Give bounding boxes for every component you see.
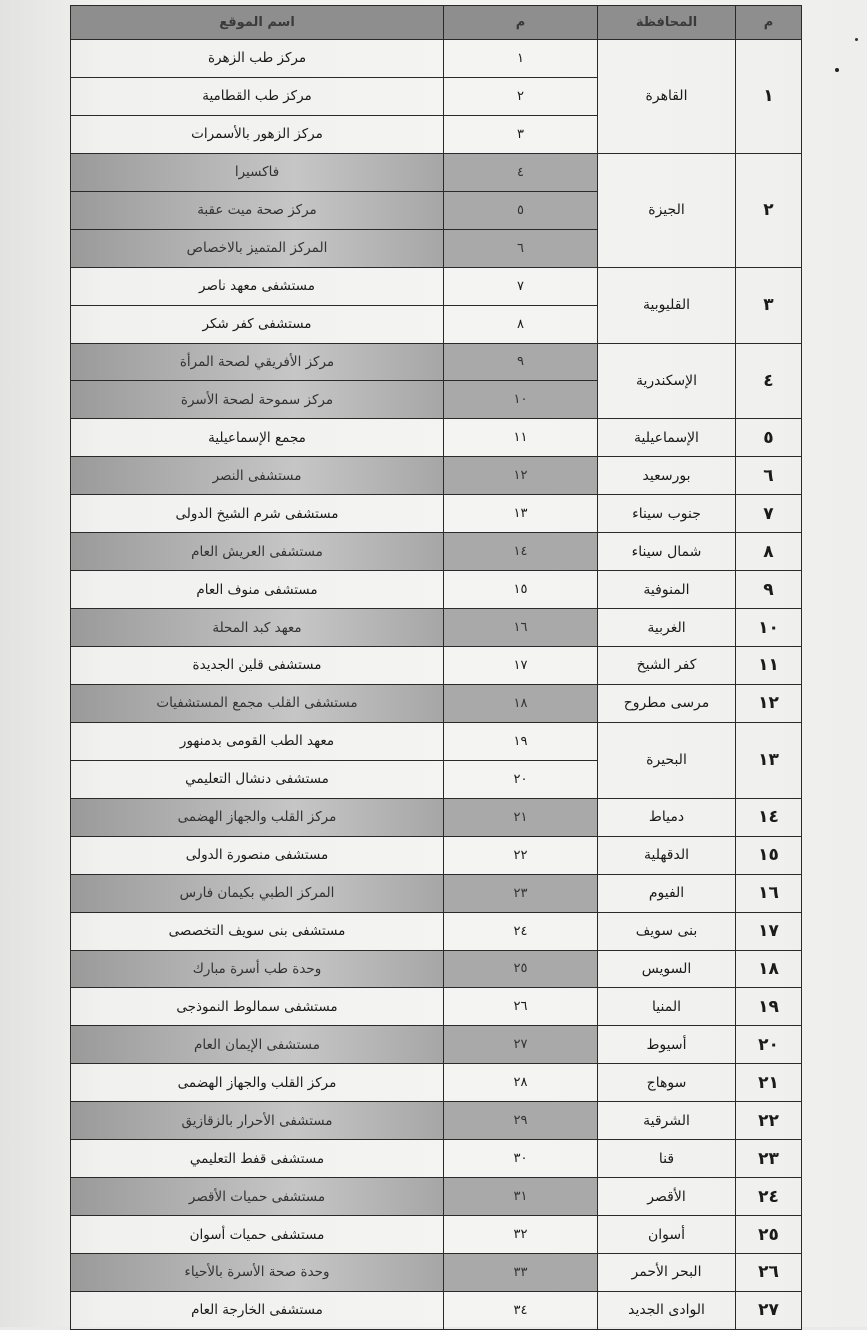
governorate-name: جنوب سيناء [598,495,736,533]
site-name: مستشفى الإيمان العام [71,1026,444,1064]
site-number: ١٨ [444,684,598,722]
site-name: مستشفى دنشال التعليمي [71,760,444,798]
site-number: ١٢ [444,457,598,495]
site-number: ٥ [444,191,598,229]
table-row [71,495,802,533]
governorate-name: قنا [598,1140,736,1178]
site-number: ١٧ [444,647,598,685]
governorate-number: ٤ [736,343,802,419]
site-number: ٢٨ [444,1064,598,1102]
site-name: مركز الأفريقي لصحة المرأة [71,343,444,381]
governorate-name: الإسماعيلية [598,419,736,457]
governorate-name: البحيرة [598,722,736,798]
site-name: مستشفى حميات أسوان [71,1216,444,1254]
table-row [71,533,802,571]
table-row [71,798,802,836]
governorate-number: ٢٠ [736,1026,802,1064]
site-number: ١٤ [444,533,598,571]
site-name: وحدة صحة الأسرة بالأحياء [71,1254,444,1292]
governorate-number: ١٩ [736,988,802,1026]
governorate-number: ٢٥ [736,1216,802,1254]
governorate-name: بورسعيد [598,457,736,495]
site-name: مستشفى الأحرار بالزقازيق [71,1102,444,1140]
site-number: ١١ [444,419,598,457]
site-name: مركز صحة ميت عقبة [71,191,444,229]
table-row [71,267,802,305]
governorate-name: دمياط [598,798,736,836]
site-name: مستشفى النصر [71,457,444,495]
table-row [71,1064,802,1102]
governorate-name: المنيا [598,988,736,1026]
governorate-number: ٥ [736,419,802,457]
site-number: ٨ [444,305,598,343]
governorate-number: ٩ [736,571,802,609]
table-body [71,40,802,1330]
site-name: مركز الزهور بالأسمرات [71,115,444,153]
site-number: ٢٣ [444,874,598,912]
site-number: ٢ [444,77,598,115]
site-number: ٢٧ [444,1026,598,1064]
site-name: مستشفى العريش العام [71,533,444,571]
site-number: ١٩ [444,722,598,760]
governorate-name: الإسكندرية [598,343,736,419]
site-number: ٩ [444,343,598,381]
table-row [71,153,802,191]
table-row [71,1140,802,1178]
governorate-number: ٢ [736,153,802,267]
table-row [71,1026,802,1064]
table-row [71,1291,802,1329]
governorate-number: ١٧ [736,912,802,950]
governorate-name: الأقصر [598,1178,736,1216]
table-row [71,950,802,988]
governorate-name: كفر الشيخ [598,647,736,685]
governorate-number: ٢٣ [736,1140,802,1178]
governorate-number: ١٨ [736,950,802,988]
table-row [71,1254,802,1292]
table-row [71,988,802,1026]
governorate-number: ١٠ [736,609,802,647]
governorate-name: بنى سويف [598,912,736,950]
governorate-number: ٣ [736,267,802,343]
site-name: مستشفى كفر شكر [71,305,444,343]
governorate-number: ١٥ [736,836,802,874]
table-row [71,1216,802,1254]
table-row [71,343,802,381]
site-number: ٣١ [444,1178,598,1216]
site-name: المركز الطبي بكيمان فارس [71,874,444,912]
table-row [71,836,802,874]
site-number: ٦ [444,229,598,267]
header-site-num: م [444,6,598,40]
governorate-number: ١٦ [736,874,802,912]
governorate-name: السويس [598,950,736,988]
site-number: ٤ [444,153,598,191]
ink-dot [855,38,858,41]
table-row [71,1102,802,1140]
governorate-number: ٢٦ [736,1254,802,1292]
governorate-number: ٢٤ [736,1178,802,1216]
sites-table [70,5,802,1330]
governorate-name: الدقهلية [598,836,736,874]
governorate-name: القاهرة [598,40,736,154]
table-row [71,609,802,647]
site-name: مجمع الإسماعيلية [71,419,444,457]
governorate-number: ٢٧ [736,1291,802,1329]
site-name: مركز سموحة لصحة الأسرة [71,381,444,419]
table-row [71,912,802,950]
governorate-name: المنوفية [598,571,736,609]
site-name: وحدة طب أسرة مبارك [71,950,444,988]
governorate-number: ٢١ [736,1064,802,1102]
governorate-name: شمال سيناء [598,533,736,571]
site-number: ٣٣ [444,1254,598,1292]
governorate-number: ١ [736,40,802,154]
site-name: مستشفى منوف العام [71,571,444,609]
governorate-number: ٨ [736,533,802,571]
governorate-number: ١٣ [736,722,802,798]
table-row [71,684,802,722]
table-row [71,571,802,609]
site-number: ٢٠ [444,760,598,798]
governorate-name: البحر الأحمر [598,1254,736,1292]
site-number: ٣٤ [444,1291,598,1329]
header-num: م [736,6,802,40]
governorate-number: ١٢ [736,684,802,722]
governorate-name: الوادى الجديد [598,1291,736,1329]
site-name: مستشفى سمالوط النموذجى [71,988,444,1026]
site-name: مستشفى منصورة الدولى [71,836,444,874]
table-header-row [71,6,802,40]
governorate-number: ٧ [736,495,802,533]
site-number: ١٦ [444,609,598,647]
governorate-name: الغربية [598,609,736,647]
governorate-name: مرسى مطروح [598,684,736,722]
governorate-number: ١١ [736,647,802,685]
governorate-name: الشرقية [598,1102,736,1140]
site-number: ٧ [444,267,598,305]
site-name: فاكسيرا [71,153,444,191]
site-number: ١٣ [444,495,598,533]
governorate-name: أسيوط [598,1026,736,1064]
site-name: معهد كبد المحلة [71,609,444,647]
site-number: ٢٤ [444,912,598,950]
site-number: ٢١ [444,798,598,836]
site-name: مستشفى الخارجة العام [71,1291,444,1329]
site-name: معهد الطب القومى بدمنهور [71,722,444,760]
ink-dot [835,68,839,72]
site-number: ١ [444,40,598,78]
site-name: مستشفى بنى سويف التخصصى [71,912,444,950]
table-row [71,874,802,912]
site-number: ٢٦ [444,988,598,1026]
table-row [71,647,802,685]
table-row [71,419,802,457]
header-site-name: اسم الموقع [71,6,444,40]
table-row [71,40,802,78]
site-name: مستشفى معهد ناصر [71,267,444,305]
site-name: مستشفى حميات الأقصر [71,1178,444,1216]
governorate-number: ١٤ [736,798,802,836]
governorate-name: الفيوم [598,874,736,912]
site-number: ٢٥ [444,950,598,988]
governorate-name: سوهاج [598,1064,736,1102]
table-row [71,457,802,495]
governorate-name: القليوبية [598,267,736,343]
header-governorate: المحافظة [598,6,736,40]
governorate-name: أسوان [598,1216,736,1254]
site-name: مستشفى قلين الجديدة [71,647,444,685]
site-number: ٢٢ [444,836,598,874]
governorate-name: الجيزة [598,153,736,267]
site-number: ٣ [444,115,598,153]
site-number: ٣٠ [444,1140,598,1178]
governorate-number: ٦ [736,457,802,495]
site-name: مستشفى قفط التعليمي [71,1140,444,1178]
table-row [71,1178,802,1216]
site-name: مركز القلب والجهاز الهضمى [71,1064,444,1102]
site-number: ٢٩ [444,1102,598,1140]
site-name: المركز المتميز بالاخصاص [71,229,444,267]
site-name: مركز طب القطامية [71,77,444,115]
site-number: ١٠ [444,381,598,419]
site-name: مستشفى شرم الشيخ الدولى [71,495,444,533]
site-name: مركز طب الزهرة [71,40,444,78]
site-name: مستشفى القلب مجمع المستشفيات [71,684,444,722]
governorate-number: ٢٢ [736,1102,802,1140]
site-number: ١٥ [444,571,598,609]
site-number: ٣٢ [444,1216,598,1254]
site-name: مركز القلب والجهاز الهضمى [71,798,444,836]
table-row [71,722,802,760]
